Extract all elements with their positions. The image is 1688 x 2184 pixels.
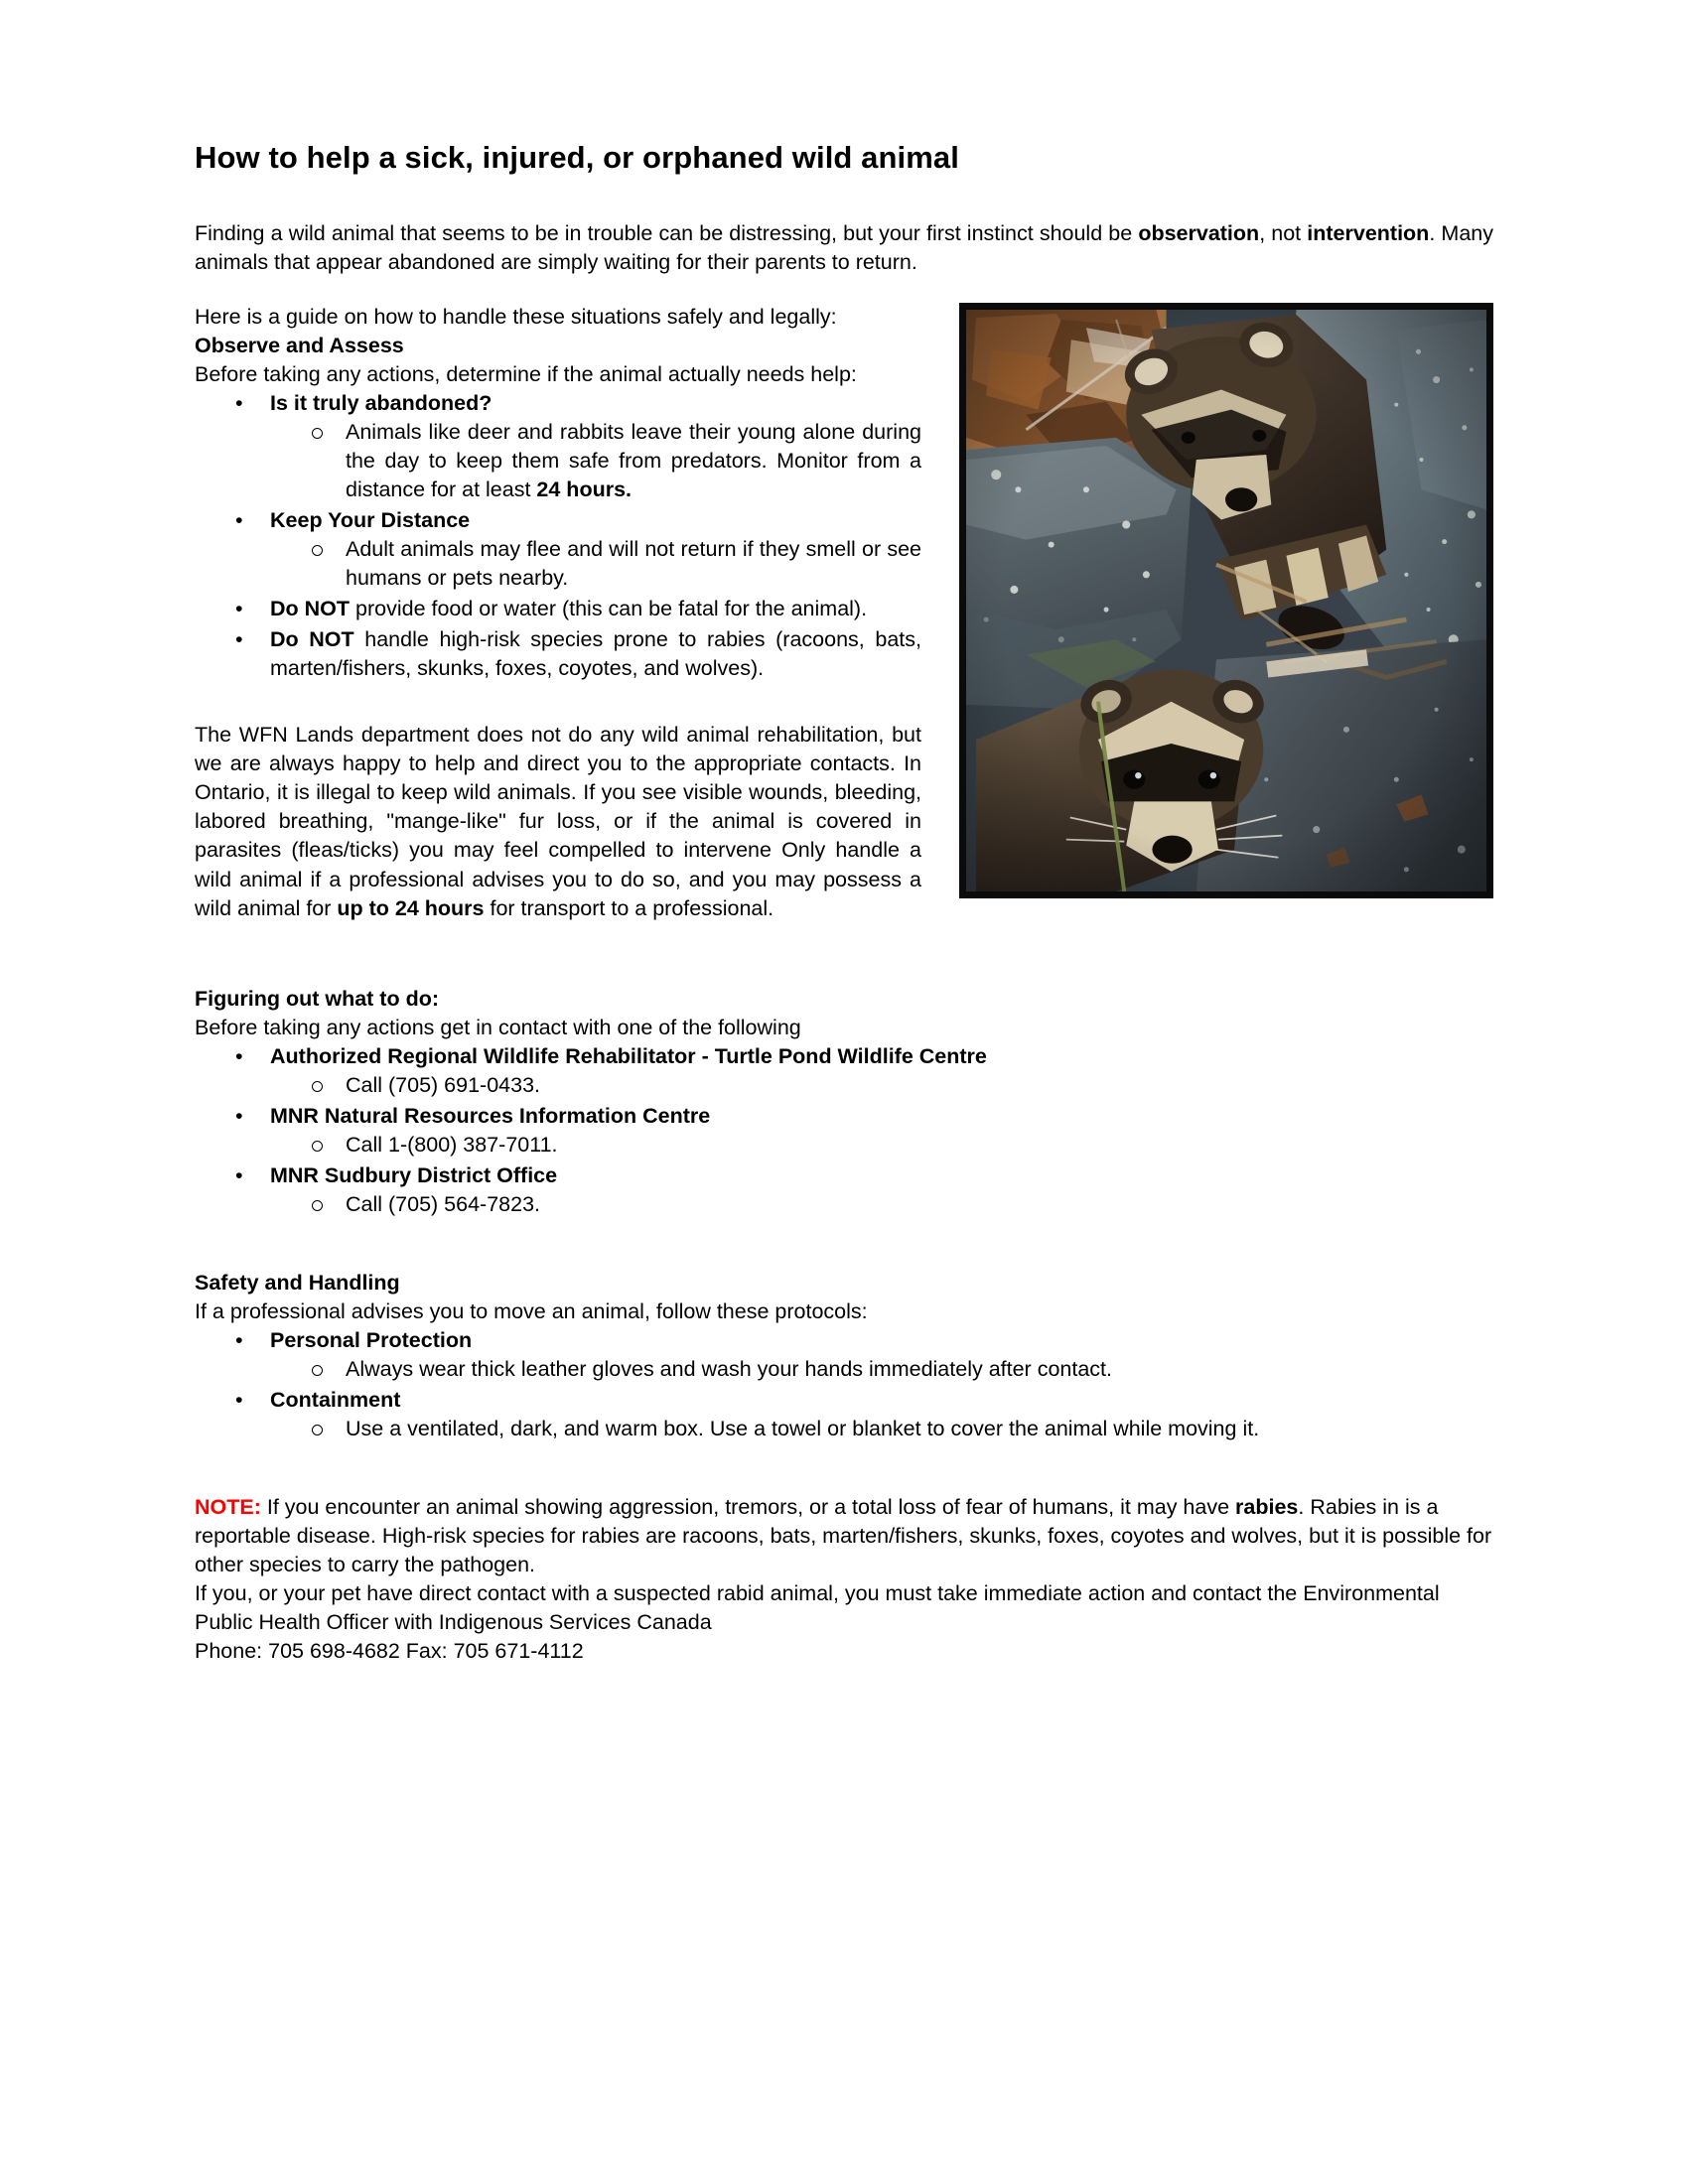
contact-name: Authorized Regional Wildlife Rehabilitator - Turtle Pond Wildlife Centre [270,1043,987,1068]
bullet-glyph: • [235,1162,243,1187]
contact-phone[interactable]: Call 1-(800) 387-7011. [346,1132,558,1157]
page-title: How to help a sick, injured, or orphaned wild animal [195,140,959,175]
hollow-bullet-glyph [312,1141,323,1152]
safety-item-label: Personal Protection [270,1327,473,1352]
hollow-bullet-glyph [312,1425,323,1435]
bullet-label: Keep Your Distance [270,508,471,533]
list-item [195,1386,1493,1443]
figuring-heading: Figuring out what to do: [195,986,439,1011]
observe-assess-heading: Observe and Assess [195,334,404,358]
safety-heading: Safety and Handling [195,1270,400,1295]
bullet-glyph: • [235,1103,243,1128]
note-text-2: . Rabies in is a reportable disease. High-risk species for rabies are racoons, bats, marten/fishers, skunks, foxes, coyotes and wolves, but it is possible for other species to carry the pathogen. [195,1494,1492,1576]
contacts-list [195,1042,1493,1219]
bullet-glyph: • [235,391,243,416]
contact-phone[interactable]: Call (705) 564-7823. [346,1191,541,1216]
bullet-glyph: • [235,1387,243,1412]
list-item [270,535,1493,593]
safety-item-detail: Always wear thick leather gloves and wash your hands immediately after contact. [346,1356,1112,1381]
intro-bold-intervention: intervention [1307,221,1430,246]
bullet-rest: handle high-risk species prone to rabies (racoons, bats, marten/fishers, skunks, foxes, coyotes, and wolves). [270,627,921,681]
bullet-glyph: • [235,627,243,652]
contact-phone[interactable]: Call (705) 691-0433. [346,1072,541,1097]
hollow-bullet-glyph [312,1200,323,1211]
wfn-bold-24h: up to 24 hours [337,895,485,920]
safety-item-detail: Use a ventilated, dark, and warm box. Use a towel or blanket to cover the animal while moving it. [346,1416,1260,1440]
contact-name: MNR Sudbury District Office [270,1162,558,1187]
safety-item-label: Containment [270,1387,401,1412]
guide-line: Here is a guide on how to handle these situations safely and legally: [195,305,837,330]
list-item [270,1415,1493,1443]
spacer [195,1445,1493,1493]
intro-text-3: . Many animals that appear abandoned are simply waiting for their parents to return. [195,221,1493,275]
sub-text: Adult animals may flee and will not return if they smell or see humans or pets nearby. [346,537,921,591]
bullet-label: Is it truly abandoned? [270,391,492,416]
contact-name: MNR Natural Resources Information Centre [270,1103,711,1128]
bullet-glyph: • [235,508,243,533]
observe-bullet-list [195,389,1493,683]
closing-line-2: Phone: 705 698-4682 Fax: 705 671-4112 [195,1638,584,1663]
spacer [195,1221,1493,1269]
intro-text-2: , not [1259,221,1308,246]
bullet-label: Do NOT [270,597,351,621]
bullet-glyph: • [235,597,243,621]
note-paragraph [195,1493,1493,1579]
list-item [195,625,1493,683]
bullet-glyph: • [235,1327,243,1352]
note-text-1: If you encounter an animal showing aggression, tremors, or a total loss of fear of humans, it may have [260,1494,1236,1519]
list-item [270,1355,1493,1384]
wfn-text-1: The WFN Lands department does not do any wild animal rehabilitation, but we are always happy to help and direct you to the appropriate contacts. In Ontario, it is illegal to keep wild animals. If you see visible wounds, bleeding, labored breathing, "mange-like" fur loss, or if the animal is covered in parasites (fleas/ticks) you may feel compelled to intervene Only handle a wild animal if a professional advises you to do so, and you may possess a wild animal for [195,723,921,920]
sub-list [270,1131,1493,1160]
sub-bold: 24 hours. [536,478,633,502]
hollow-bullet-glyph [312,545,323,556]
sub-text: Animals like deer and rabbits leave their young alone during the day to keep them safe from predators. Monitor from a distance for at least [346,420,921,502]
list-item [195,1326,1493,1384]
safety-lead: If a professional advises you to move an animal, follow these protocols: [195,1298,868,1323]
list-item [270,1131,1493,1160]
list-item [195,595,1493,623]
hollow-bullet-glyph [312,428,323,439]
bullet-glyph: • [235,1043,243,1068]
intro-bold-observation: observation [1138,221,1260,246]
hollow-bullet-glyph [312,1081,323,1092]
list-item [195,1161,1493,1219]
safety-list [195,1326,1493,1443]
hollow-bullet-glyph [312,1365,323,1376]
sub-list [270,1415,1493,1443]
list-item [270,418,1493,504]
list-item [270,1190,1493,1219]
sub-list [270,1071,1493,1100]
sub-list [270,535,1493,593]
sub-list [270,418,1493,504]
bullet-rest: provide food or water (this can be fatal for the animal). [350,597,868,621]
observe-lead: Before taking any actions, determine if the animal actually needs help: [195,362,857,387]
intro-text-1: Finding a wild animal that seems to be in trouble can be distressing, but your first instinct should be [195,221,1139,246]
wfn-text-2: for transport to a professional. [484,895,774,920]
note-bold-rabies: rabies [1235,1494,1299,1519]
intro-paragraph [195,219,1493,277]
sub-list [270,1190,1493,1219]
list-item [195,506,1493,593]
list-item [270,1071,1493,1100]
note-label: NOTE: [195,1494,261,1519]
figuring-lead: Before taking any actions get in contact with one of the following [195,1015,801,1039]
list-item [195,1042,1493,1100]
sub-list [270,1355,1493,1384]
list-item [195,1102,1493,1160]
spacer [195,949,1493,985]
list-item [195,389,1493,504]
closing-line-1: If you, or your pet have direct contact with a suspected rabid animal, you must take immediate action and contact the Environmental Public Health Officer with Indigenous Services Canada [195,1580,1440,1634]
bullet-label: Do NOT [270,627,354,652]
